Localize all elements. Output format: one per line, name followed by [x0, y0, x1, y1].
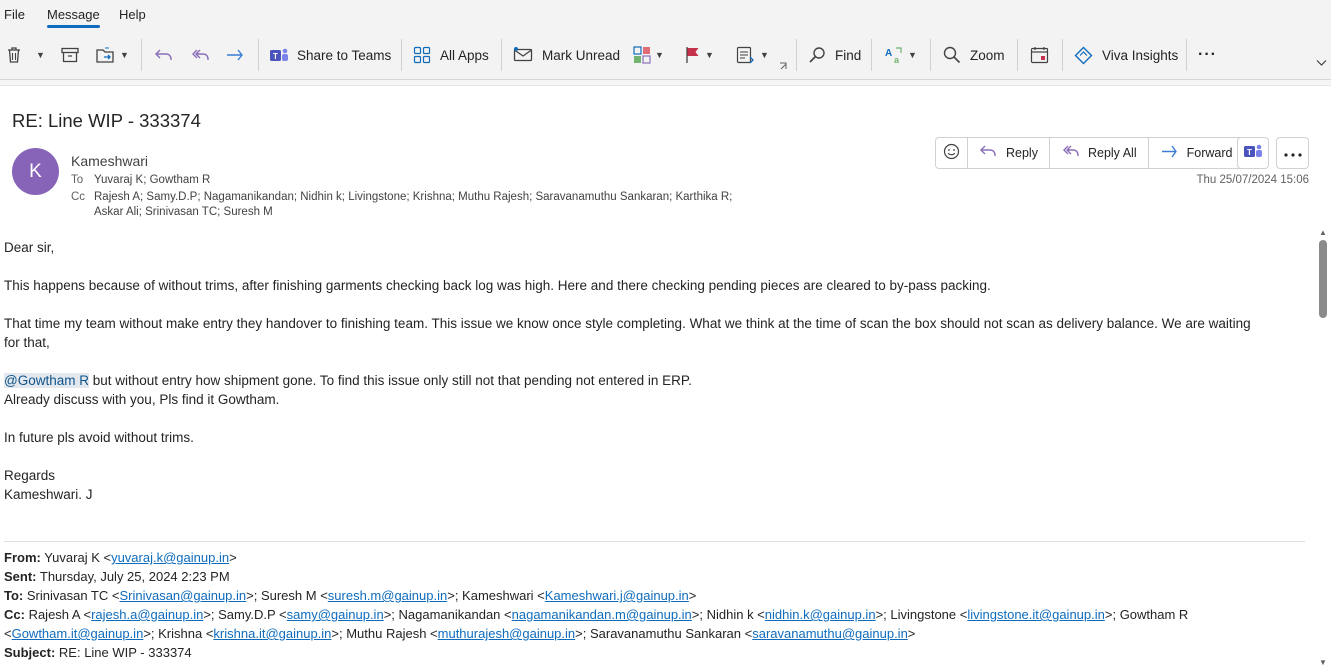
- separator: [1186, 39, 1187, 71]
- body-text: but without entry how shipment gone. To find this issue only still not that pending not entered in ERP.: [88, 373, 692, 388]
- forward-label: Forward: [1186, 146, 1233, 160]
- chevron-down-icon: [1316, 59, 1327, 67]
- svg-text:T: T: [1247, 147, 1252, 157]
- quoted-sent-label: Sent:: [4, 569, 37, 584]
- reply-label: Reply: [1006, 146, 1038, 160]
- reply-all-label: Reply All: [1087, 146, 1137, 160]
- viva-insights-label: Viva Insights: [1102, 47, 1179, 63]
- email-link[interactable]: Kameshwari.j@gainup.in: [544, 588, 689, 603]
- email-link[interactable]: saravanamuthu@gainup.in: [752, 626, 908, 641]
- teams-chat-button[interactable]: [1237, 137, 1269, 169]
- chevron-down-icon[interactable]: ▼: [705, 50, 714, 60]
- quote-divider: [4, 541, 1305, 542]
- body-paragraph: That time my team without make entry they handover to finishing team. This issue we know once style completing. What we think at the time of scan the box should not scan as delivery balance. We are waiting: [4, 316, 1251, 331]
- find-button[interactable]: [808, 44, 861, 66]
- recipient-name: >; Kameshwari <: [447, 588, 545, 603]
- quoted-cc-line1: [4, 605, 1188, 624]
- quoted-sent: [4, 567, 230, 586]
- reply-icon: [154, 47, 174, 63]
- chevron-down-icon[interactable]: ▼: [655, 50, 664, 60]
- body-paragraph: Already discuss with you, Pls find it Gowtham.: [4, 392, 280, 407]
- search-icon: [808, 46, 826, 64]
- find-label: Find: [835, 47, 862, 63]
- mention-gowtham[interactable]: @Gowtham R: [4, 373, 89, 388]
- reply-all-icon: [190, 47, 210, 63]
- trash-icon: [6, 46, 22, 64]
- all-apps-button[interactable]: [413, 44, 489, 66]
- quoted-cc-label: Cc:: [4, 607, 25, 622]
- quoted-to: [4, 586, 696, 605]
- quoted-sent-date: Thursday, July 25, 2024 2:23 PM: [36, 569, 230, 584]
- quoted-subject: [4, 643, 192, 662]
- message-body: [0, 226, 1314, 671]
- forward-button[interactable]: [1149, 138, 1244, 168]
- react-button[interactable]: [936, 138, 968, 168]
- viva-insights-button[interactable]: [1074, 44, 1178, 66]
- more-actions-button[interactable]: [1276, 137, 1309, 169]
- body-paragraph: In future pls avoid without trims.: [4, 430, 194, 445]
- message-date: Thu 25/07/2024 15:06: [1196, 174, 1309, 186]
- teams-icon: [269, 46, 289, 64]
- to-label: To: [71, 174, 84, 186]
- share-to-teams-label: Share to Teams: [297, 47, 392, 63]
- menu-file[interactable]: File: [4, 7, 25, 22]
- message-actions: [935, 137, 1244, 169]
- calendar-icon: [1030, 46, 1050, 64]
- quoted-from: [4, 548, 237, 567]
- sender-name[interactable]: Kameshwari: [71, 153, 149, 169]
- separator: [401, 39, 402, 71]
- message-subject: RE: Line WIP - 333374: [12, 110, 201, 131]
- scroll-up-icon[interactable]: ▲: [1319, 228, 1327, 237]
- to-recipients[interactable]: Yuvaraj K; Gowtham R: [94, 174, 211, 186]
- svg-text:T: T: [273, 52, 278, 61]
- scrollbar-thumb[interactable]: [1319, 240, 1327, 318]
- envelope-icon: [513, 47, 534, 63]
- email-link[interactable]: muthurajesh@gainup.in: [437, 626, 576, 641]
- move-button[interactable]: [96, 44, 129, 66]
- translate-button[interactable]: [884, 44, 917, 66]
- categorize-icon: [633, 46, 651, 64]
- recipient-name: >; Livingstone <: [875, 607, 968, 622]
- chevron-down-icon[interactable]: ▼: [908, 50, 917, 60]
- zoom-button[interactable]: [943, 44, 1005, 66]
- quoted-to-label: To:: [4, 588, 24, 603]
- email-link[interactable]: krishna.it@gainup.in: [213, 626, 332, 641]
- reply-all-button[interactable]: [1050, 138, 1149, 168]
- quick-steps-icon: [736, 46, 756, 64]
- email-link[interactable]: nidhin.k@gainup.in: [764, 607, 876, 622]
- email-link[interactable]: samy@gainup.in: [286, 607, 384, 622]
- archive-button[interactable]: [61, 44, 79, 66]
- menu-message[interactable]: Message: [47, 7, 100, 22]
- magnifier-icon: [943, 46, 961, 64]
- body-paragraph: This happens because of without trims, after finishing garments checking back log was high. Here and there checking pending pieces are cleared to by-pass packing.: [4, 278, 991, 293]
- angle-close: >: [229, 550, 237, 565]
- avatar[interactable]: K: [12, 148, 59, 195]
- forward-icon: [225, 47, 245, 63]
- recipient-name: Rajesh A <: [24, 607, 92, 622]
- body-paragraph: [4, 371, 692, 390]
- separator: [871, 39, 872, 71]
- recipient-name: >; Krishna <: [143, 626, 214, 641]
- flag-icon: [685, 46, 701, 64]
- reply-all-ribbon-button[interactable]: [190, 44, 210, 66]
- recipient-name: >; Saravanamuthu Sankaran <: [575, 626, 753, 641]
- recipient-name: >; Gowtham R: [1104, 607, 1189, 622]
- scroll-down-icon[interactable]: ▼: [1319, 658, 1327, 667]
- recipient-name: >; Nagamanikandan <: [383, 607, 512, 622]
- recipient-name: >; Muthu Rajesh <: [331, 626, 438, 641]
- move-folder-icon: [96, 47, 116, 64]
- recipient-name: Srinivasan TC <: [23, 588, 120, 603]
- active-tab-indicator: [47, 25, 100, 28]
- quoted-subject-text: RE: Line WIP - 333374: [55, 645, 192, 660]
- forward-ribbon-button[interactable]: [225, 44, 245, 66]
- teams-icon: [1243, 142, 1263, 165]
- zoom-label: Zoom: [970, 47, 1005, 63]
- svg-text:a: a: [894, 55, 900, 64]
- viva-insights-icon: [1074, 46, 1093, 65]
- dialog-launcher[interactable]: [779, 60, 788, 72]
- email-link[interactable]: suresh.m@gainup.in: [327, 588, 448, 603]
- ribbon-bottom-strip: [0, 80, 1331, 86]
- email-link[interactable]: Gowtham.it@gainup.in: [11, 626, 144, 641]
- cc-label: Cc: [71, 191, 86, 203]
- email-link[interactable]: rajesh.a@gainup.in: [91, 607, 204, 622]
- svg-text:A: A: [885, 48, 893, 59]
- reply-icon: [979, 144, 998, 162]
- chevron-down-icon[interactable]: ▼: [760, 50, 769, 60]
- smiley-icon: [943, 143, 960, 163]
- separator: [141, 39, 142, 71]
- signature: Kameshwari. J: [4, 487, 93, 502]
- greeting: Dear sir,: [4, 240, 55, 255]
- chevron-down-icon[interactable]: ▼: [120, 50, 129, 60]
- angle-close: >: [907, 626, 916, 641]
- quoted-subject-label: Subject:: [4, 645, 56, 660]
- email-link[interactable]: livingstone.it@gainup.in: [967, 607, 1105, 622]
- all-apps-label: All Apps: [440, 47, 489, 63]
- quoted-from-name: Yuvaraj K <: [40, 550, 112, 565]
- email-link[interactable]: nagamanikandan.m@gainup.in: [511, 607, 692, 622]
- quoted-cc-line2: [4, 624, 915, 643]
- recipient-name: >; Suresh M <: [246, 588, 328, 603]
- chevron-down-icon[interactable]: ▼: [36, 50, 45, 60]
- recipient-name: >; Samy.D.P <: [203, 607, 287, 622]
- separator: [796, 39, 797, 71]
- quoted-from-label: From:: [4, 550, 41, 565]
- separator: [258, 39, 259, 71]
- ribbon-toolbar: [0, 30, 1331, 80]
- regards: Regards: [4, 468, 56, 483]
- cc-recipients-line2[interactable]: Askar Ali; Srinivasan TC; Suresh M: [94, 206, 273, 218]
- body-paragraph: for that,: [4, 335, 50, 350]
- reply-all-icon: [1061, 144, 1080, 162]
- more-icon: [1284, 144, 1302, 162]
- angle-close: >: [688, 588, 697, 603]
- separator: [1017, 39, 1018, 71]
- forward-icon: [1160, 144, 1179, 162]
- archive-icon: [61, 47, 79, 63]
- mark-unread-label: Mark Unread: [542, 47, 621, 63]
- share-to-teams-button[interactable]: [269, 44, 391, 66]
- vertical-scrollbar[interactable]: [1315, 226, 1331, 671]
- dialog-launcher-icon: [779, 62, 788, 71]
- calendar-button[interactable]: [1030, 44, 1050, 66]
- follow-up-button[interactable]: [685, 44, 714, 66]
- menu-help[interactable]: Help: [119, 7, 146, 22]
- separator: [930, 39, 931, 71]
- email-link[interactable]: yuvaraj.k@gainup.in: [111, 550, 230, 565]
- translate-icon: [884, 46, 904, 64]
- undo-reply-button[interactable]: [154, 44, 174, 66]
- separator: [501, 39, 502, 71]
- categorize-button[interactable]: [633, 44, 664, 66]
- quick-steps-button[interactable]: [736, 44, 769, 66]
- recipient-name: >; Nidhin k <: [691, 607, 765, 622]
- apps-grid-icon: [413, 46, 431, 64]
- separator: [1062, 39, 1063, 71]
- email-link[interactable]: Srinivasan@gainup.in: [119, 588, 247, 603]
- delete-button[interactable]: [6, 44, 45, 66]
- mark-unread-button[interactable]: [513, 44, 620, 66]
- cc-recipients-line1[interactable]: Rajesh A; Samy.D.P; Nagamanikandan; Nidhin k; Livingstone; Krishna; Muthu Rajesh; Saravanamuthu Sankaran; Karthika R;: [94, 191, 733, 203]
- menu-bar: [0, 0, 1331, 30]
- recipient-name: <: [4, 626, 12, 641]
- ribbon-collapse-button[interactable]: [1316, 52, 1327, 74]
- ribbon-more-button[interactable]: ···: [1198, 46, 1217, 63]
- reply-button[interactable]: [968, 138, 1050, 168]
